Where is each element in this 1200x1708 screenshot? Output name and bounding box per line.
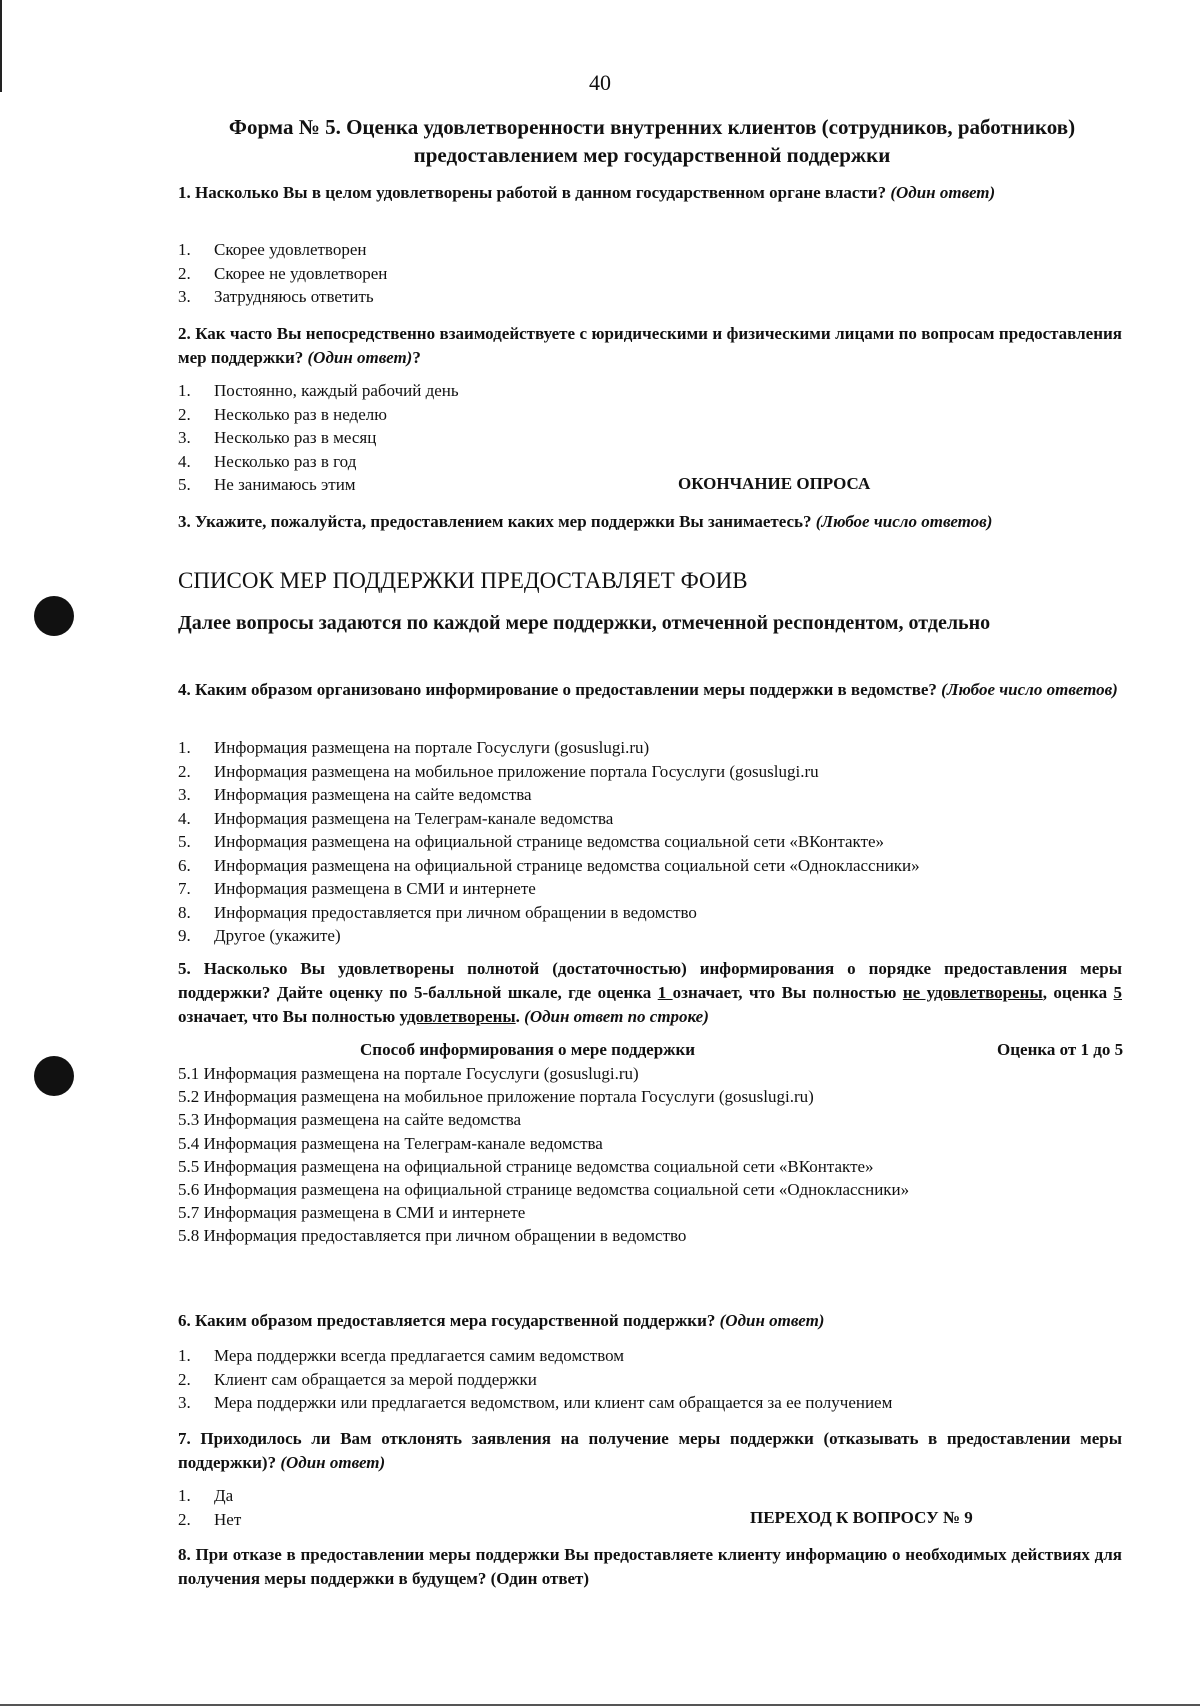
table-row: 5.2 Информация размещена на мобильное приложение портала Госуслуги (gosuslugi.ru) [178,1087,814,1107]
jump-note: ПЕРЕХОД К ВОПРОСУ № 9 [750,1508,973,1527]
survey-end-note: ОКОНЧАНИЕ ОПРОСА [678,474,871,493]
question-text: 4. Каким образом организовано информирование о предоставлении меры поддержки в ведомстве? [178,680,937,699]
option: 1. Постоянно, каждый рабочий день [178,381,459,400]
table-row: 5.5 Информация размещена на официальной странице ведомства социальной сети «ВКонтакте» [178,1156,874,1176]
option: 1. Информация размещена на портале Госуслуги (gosuslugi.ru) [178,738,650,757]
option: 3. Несколько раз в месяц [178,428,377,447]
option: 2. Скорее не удовлетворен [178,263,388,283]
page-number: 40 [589,70,611,95]
answer-note: (Один ответ) [307,348,413,367]
option: 7. Информация размещена в СМИ и интернете [178,879,536,898]
table-row: 5.3 Информация размещена на сайте ведомства [178,1110,522,1130]
punch-hole [34,1056,74,1096]
question-6-options [178,1344,892,1415]
question-4 [178,678,1122,702]
question-text: 6. Каким образом предоставляется мера государственной поддержки? [178,1311,716,1330]
option: 4. Несколько раз в год [178,451,357,471]
answer-note: (Один ответ по строке) [524,1007,709,1026]
punch-hole [34,596,74,636]
question-7-options [178,1484,241,1531]
question-text: 3. Укажите, пожалуйста, предоставлением каких мер поддержки Вы занимаетесь? [178,512,812,531]
answer-note: (Любое число ответов) [941,680,1118,699]
table-header-method: Способ информирования о мере поддержки [360,1040,696,1059]
satisfied-term: удовлетворены [399,1007,516,1026]
question-5: 5. Насколько Вы удовлетворены полнотой (достаточностью) информирования о порядке предоставления меры поддержки? Дайте оценку по 5-балльной шкале, где оценка 1 означает, что Вы полностью не удовлетворены, оценка 5 означает, что Вы полностью удовлетворены. (Один ответ по строке) [178,959,1122,1026]
question-text: 2. Как часто Вы непосредственно взаимодействуете с юридическими и физическими лицами по вопросам предоставления мер поддержки? [178,324,1122,367]
option: 8. Информация предоставляется при личном обращении в ведомство [178,902,697,922]
table-header-score: Оценка от 1 до 5 [997,1040,1124,1059]
table-row: 5.6 Информация размещена на официальной странице ведомства социальной сети «Одноклассники» [178,1180,910,1200]
answer-note: (Любое число ответов) [815,512,993,531]
question-7 [178,1427,1122,1475]
table-row: 5.8 Информация предоставляется при личном обращении в ведомство [178,1226,687,1246]
option: 3. Информация размещена на сайте ведомства [178,785,532,804]
rating-table [178,1062,940,1248]
question-3 [178,510,1122,534]
option: 2. Нет [178,1509,242,1529]
option: 5. Не занимаюсь этим [178,475,356,494]
question-2: 2. Как часто Вы непосредственно взаимодействуете с юридическими и физическими лицами по вопросам предоставления мер поддержки? (Один ответ)? [178,324,1122,367]
option: 3. Мера поддержки или предлагается ведомством, или клиент сам обращается за ее получением [178,1393,893,1412]
form-title: Форма № 5. Оценка удовлетворенности внутренних клиентов (сотрудников, работников) предоставлением мер государственной поддержки [228,115,1076,167]
question-1-options [178,238,387,309]
question-4-options [178,736,920,948]
table-row: 5.1 Информация размещена на портале Госуслуги (gosuslugi.ru) [178,1064,639,1083]
option: 1. Да [178,1486,234,1505]
option: 1. Скорее удовлетворен [178,240,367,259]
scan-bottom-line [0,1704,1200,1706]
answer-note: (Один ответ) [719,1311,825,1330]
per-measure-heading: Далее вопросы задаются по каждой мере поддержки, отмеченной респондентом, отдельно [178,612,991,634]
support-list-heading: СПИСОК МЕР ПОДДЕРЖКИ ПРЕДОСТАВЛЯЕТ ФОИВ [178,568,748,593]
answer-note: (Один ответ) [890,183,996,202]
option: 2. Информация размещена на мобильное приложение портала Госуслуги (gosuslugi.ru [178,761,819,781]
option: 2. Несколько раз в неделю [178,404,387,424]
question-text: 7. Приходилось ли Вам отклонять заявления на получение меры поддержки (отказывать в предоставлении меры поддержки)? [178,1429,1122,1472]
question-text: 1. Насколько Вы в целом удовлетворены работой в данном государственном органе власти? [178,183,887,202]
option: 9. Другое (укажите) [178,926,341,945]
option: 1. Мера поддержки всегда предлагается самим ведомством [178,1346,625,1365]
question-text: 8. При отказе в предоставлении меры поддержки Вы предоставляете клиенту информацию о необходимых действиях для получения меры поддержки в будущем? (Один ответ) [178,1545,1122,1588]
question-6 [178,1309,1122,1333]
table-row: 5.7 Информация размещена в СМИ и интернете [178,1203,526,1223]
answer-note: (Один ответ) [280,1453,386,1472]
question-1 [178,181,1122,205]
not-satisfied-term: не удовлетворены [902,983,1043,1002]
option: 4. Информация размещена на Телеграм-канале ведомства [178,808,614,828]
table-row: 5.4 Информация размещена на Телеграм-канале ведомства [178,1133,603,1153]
option: 2. Клиент сам обращается за мерой поддержки [178,1369,537,1389]
option: 3. Затрудняюсь ответить [178,287,374,306]
question-8 [178,1543,1122,1591]
question-2-options [178,379,459,497]
option: 5. Информация размещена на официальной странице ведомства социальной сети «ВКонтакте» [178,832,885,851]
option: 6. Информация размещена на официальной странице ведомства социальной сети «Одноклассники» [178,855,920,875]
